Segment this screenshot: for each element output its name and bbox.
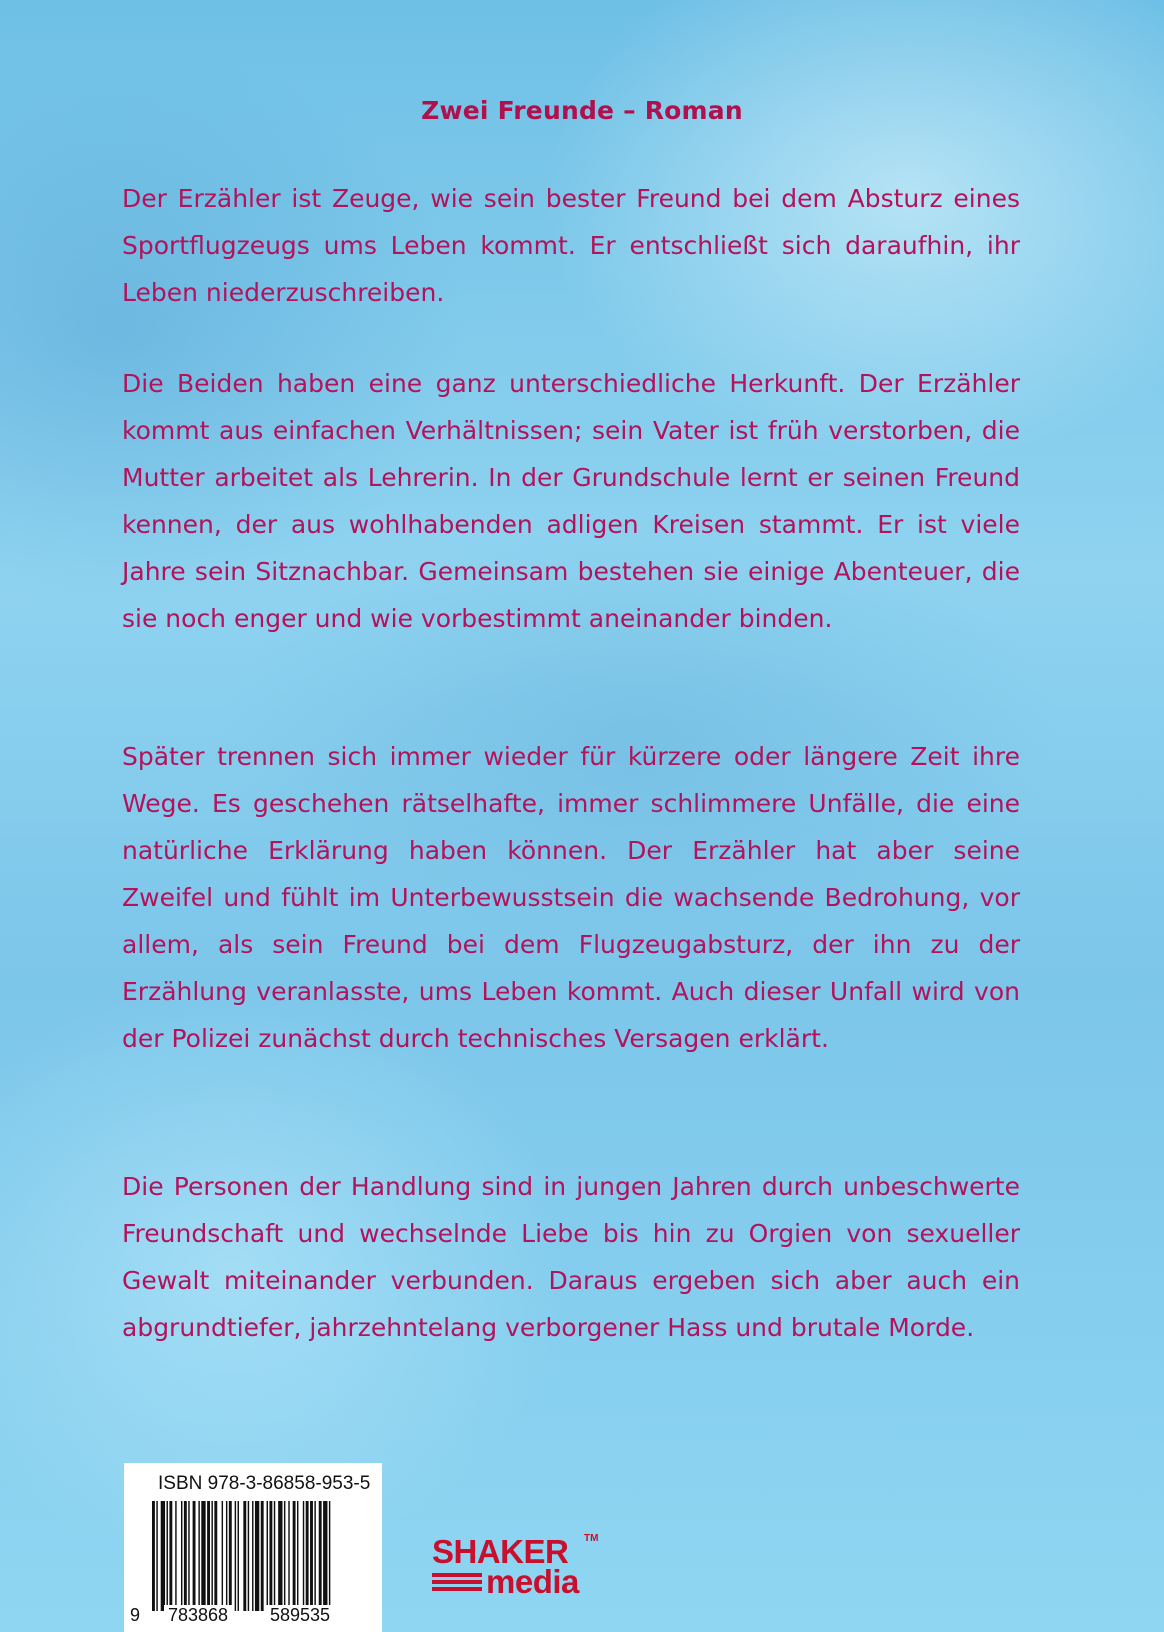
barcode-bar: [156, 1501, 157, 1611]
barcode-bar: [319, 1501, 322, 1611]
barcode-bar: [248, 1501, 249, 1611]
barcode-bar: [152, 1501, 155, 1611]
barcode-bar: [161, 1501, 165, 1611]
trademark-mark: TM: [584, 1533, 599, 1544]
publisher-logo: [432, 1533, 622, 1600]
barcode-bar: [211, 1501, 212, 1611]
barcode-bar: [314, 1501, 315, 1611]
barcode-bar: [303, 1501, 304, 1611]
publisher-lines-icon: [432, 1573, 482, 1595]
blurb-paragraph: Die Beiden haben eine ganz unterschiedliche Herkunft. Der Erzähler kommt aus einfachen Verhältnissen; sein Vater ist früh verstorben, die Mutter arbeitet als Lehrerin. In der Grundschule lernt er seinen Freund kennen, der aus wohlhabenden adligen Kreisen stammt. Er ist viele Jahre sein Sitznachbar. Gemeinsam bestehen sie einige Abenteuer, die sie noch enger und wie vorbestimmt aneinander binden.: [122, 369, 1020, 633]
barcode-bar: [329, 1501, 330, 1611]
barcode-bar: [214, 1501, 217, 1611]
barcode-bar: [193, 1501, 196, 1611]
barcode-bar: [222, 1501, 223, 1611]
barcode-bar: [284, 1501, 285, 1611]
barcode-bar: [288, 1501, 289, 1611]
barcode-bar: [252, 1501, 253, 1611]
barcode-bar: [175, 1501, 176, 1611]
barcode-bar: [323, 1501, 327, 1611]
barcode-bar: [255, 1501, 259, 1611]
barcode-bar: [278, 1501, 282, 1611]
blurb-paragraph: Der Erzähler ist Zeuge, wie sein bester Freund bei dem Absturz eines Sportflugzeugs ums Leben kommt. Er entschließt sich daraufhin, ihr Leben niederzuschreiben.: [122, 184, 1020, 307]
barcode-bar: [181, 1501, 182, 1611]
barcode-digits-left: 783868: [164, 1605, 232, 1626]
barcode-bar: [235, 1501, 236, 1611]
barcode-bar: [229, 1501, 232, 1611]
barcode-bar: [306, 1501, 309, 1611]
barcode-bar: [184, 1501, 187, 1611]
publisher-name: SHAKER: [432, 1533, 569, 1570]
barcode-bar: [310, 1501, 313, 1611]
barcode-digits-right: 589535: [266, 1605, 334, 1626]
barcode-bar: [293, 1501, 296, 1611]
barcode-bar: [297, 1501, 298, 1611]
isbn-label: ISBN 978-3-86858-953-5: [158, 1473, 371, 1494]
barcode-bar: [243, 1501, 246, 1611]
barcode-bar: [267, 1501, 268, 1611]
barcode-bar: [238, 1501, 239, 1611]
barcode-bar: [207, 1501, 210, 1611]
isbn-barcode: [124, 1463, 382, 1632]
barcode-bar: [226, 1501, 227, 1611]
barcode-bar: [269, 1501, 272, 1611]
barcode-bar: [198, 1501, 199, 1611]
barcode-bar: [167, 1501, 168, 1611]
barcode-bar: [201, 1501, 205, 1611]
blurb-paragraph: Die Personen der Handlung sind in jungen Jahren durch unbeschwerte Freundschaft und wechselnde Liebe bis hin zu Orgien von sexueller Gewalt miteinander verbunden. Daraus ergeben sich aber auch ein abgrundtiefer, jahrzehntelang verborgener Hass und brutale Morde.: [122, 1172, 1020, 1342]
barcode-bar: [274, 1501, 275, 1611]
publisher-subname: media: [486, 1563, 579, 1600]
blurb-paragraph: Später trennen sich immer wieder für kürzere oder längere Zeit ihre Wege. Es geschehen rätselhafte, immer schlimmere Unfälle, die eine natürliche Erklärung haben können. Der Erzähler hat aber seine Zweifel und fühlt im Unterbewusstsein die wachsende Bedrohung, vor allem, als sein Freund bei dem Flugzeugabsturz, der ihn zu der Erzählung veranlasste, ums Leben kommt. Auch dieser Unfall wird von der Polizei zunächst durch technisches Versagen erklärt.: [122, 742, 1020, 1053]
barcode-bar: [261, 1501, 264, 1611]
barcode-bar: [169, 1501, 172, 1611]
barcode-bars: [152, 1501, 378, 1611]
book-title: Zwei Freunde – Roman: [421, 96, 743, 125]
barcode-bar: [188, 1501, 189, 1611]
barcode-digit-first: 9: [130, 1605, 141, 1625]
